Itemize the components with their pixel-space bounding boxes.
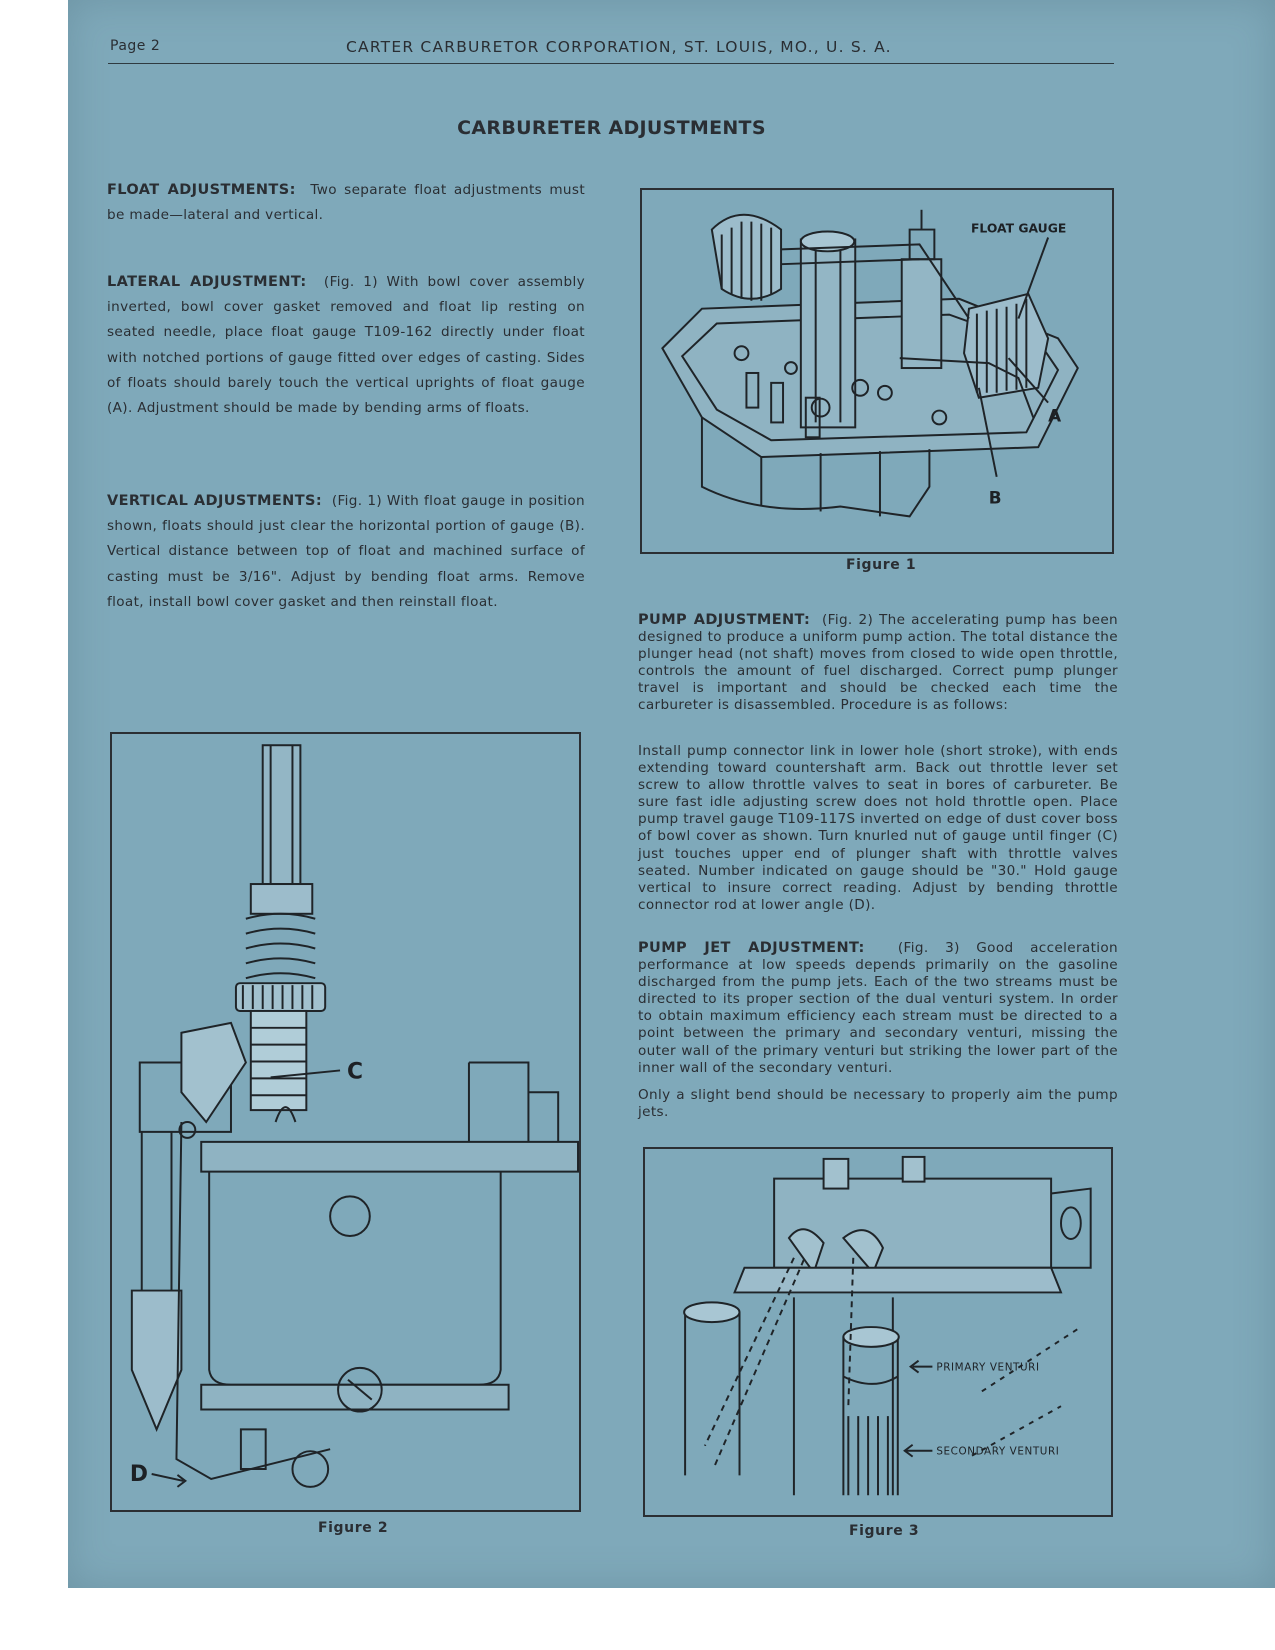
- figure-3-frame: [643, 1147, 1113, 1517]
- pump-procedure-text: Install pump connector link in lower hole (short stroke), with ends extending toward countershaft arm. Back out throttle lever set screw to allow throttle valves to seat in bores of carbureter. Be sure fast idle adjusting screw does not hold throttle open. Place pump travel gauge T109-117S inverted on edge of dust cover boss of bowl cover as shown. Turn knurled nut of gauge until finger (C) just touches upper end of plunger shaft with throttle valves seated. Number indicated on gauge should be "30." Hold gauge vertical to insure correct reading. Adjust by bending throttle connector rod at lower angle (D).: [638, 743, 1118, 913]
- pump-jet-note-paragraph: [638, 1087, 1118, 1121]
- vertical-adjustments-heading: VERTICAL ADJUSTMENTS:: [107, 493, 323, 509]
- vertical-adjustments-text: (Fig. 1) With float gauge in position shown, floats should just clear the horizontal portion of gauge (B). Vertical distance between top of float and machined surface of casting must be 3/16". Adjust by bending float arms. Remove float, install bowl cover gasket and then reinstall float.: [107, 493, 586, 610]
- lateral-adjustment-heading: LATERAL ADJUSTMENT:: [107, 274, 307, 290]
- header-rule: [108, 63, 1114, 64]
- pump-procedure-paragraph: [638, 743, 1118, 914]
- figure-2-frame: [110, 732, 581, 1512]
- lateral-adjustment-text: (Fig. 1) With bowl cover assembly inverted, bowl cover gasket removed and float lip resting on seated needle, place float gauge T109-162 directly under float with notched portions of gauge fitted over edges of casting. Sides of floats should barely touch the vertical uprights of float gauge (A). Adjustment should be made by bending arms of floats.: [107, 274, 585, 417]
- figure-3-illustration: [645, 1149, 1111, 1515]
- pump-adjustment-paragraph: [638, 612, 1118, 715]
- figure-2-label-c: C: [346, 1059, 363, 1085]
- figure-2-illustration: [112, 734, 579, 1510]
- page-title: CARBURETER ADJUSTMENTS: [457, 117, 766, 139]
- float-adjustments-paragraph: [107, 178, 585, 228]
- pump-adjustment-heading: PUMP ADJUSTMENT:: [638, 612, 811, 628]
- float-adjustments-heading: FLOAT ADJUSTMENTS:: [107, 182, 296, 198]
- vertical-adjustments-paragraph: [107, 489, 585, 615]
- pump-adjustment-text: (Fig. 2) The accelerating pump has been designed to produce a uniform pump action. The total distance the plunger head (not shaft) moves from closed to wide open throttle, controls the amount of fuel discharged. Correct pump plunger travel is important and should be checked each time the carbureter is disassembled. Procedure is as follows:: [638, 612, 1118, 714]
- pump-jet-adjustment-heading: PUMP JET ADJUSTMENT:: [638, 940, 865, 956]
- pump-jet-note-text: Only a slight bend should be necessary to properly aim the pump jets.: [638, 1087, 1118, 1121]
- secondary-venturi-label: SECONDARY VENTURI: [936, 1445, 1060, 1458]
- figure-3-caption: Figure 3: [849, 1523, 920, 1539]
- figure-1-caption: Figure 1: [846, 557, 917, 573]
- pump-jet-adjustment-paragraph: [638, 940, 1118, 1077]
- lateral-adjustment-paragraph: [107, 270, 585, 421]
- float-adjustments-text: Two separate float adjustments must be made—lateral and vertical.: [107, 182, 586, 224]
- figure-1-label-a: A: [1048, 405, 1062, 426]
- figure-1-illustration: [642, 190, 1112, 552]
- page-number: Page 2: [110, 38, 161, 54]
- primary-venturi-label: PRIMARY VENTURI: [936, 1361, 1040, 1374]
- figure-2-caption: Figure 2: [318, 1520, 389, 1536]
- company-header: CARTER CARBURETOR CORPORATION, ST. LOUIS, MO., U. S. A.: [346, 38, 892, 56]
- figure-1-label-b: B: [988, 487, 1002, 508]
- figure-2-label-d: D: [129, 1461, 148, 1487]
- pump-jet-adjustment-text: (Fig. 3) Good acceleration performance at low speeds depends primarily on the gasoline discharged from the pump jets. Each of the two streams must be directed to its proper section of the dual venturi system. In order to obtain maximum efficiency each stream must be directed to a point between the primary and secondary venturi, missing the outer wall of the primary venturi but striking the lower part of the inner wall of the secondary venturi.: [638, 940, 1119, 1076]
- figure-1-frame: [640, 188, 1114, 554]
- float-gauge-label: FLOAT GAUGE: [970, 221, 1067, 236]
